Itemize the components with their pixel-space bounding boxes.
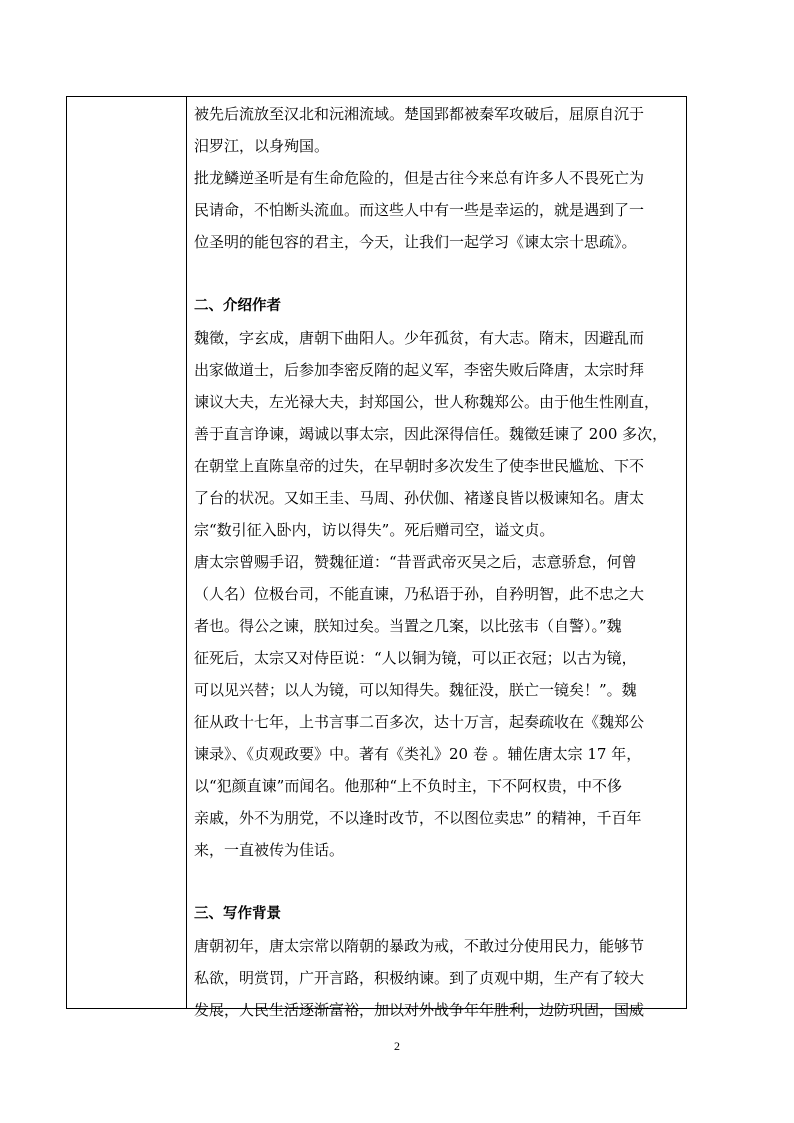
lesson-table bbox=[66, 96, 687, 1019]
text-line: 了台的状况。又如王圭、马周、孙伏伽、褚遂良皆以极谏知名。唐太 bbox=[194, 489, 645, 507]
text-line: 者也。得公之谏，朕知过矣。当置之几案，以比弦韦（自警）。”魏 bbox=[194, 617, 622, 635]
text-line: 在朝堂上直陈皇帝的过失，在早朝时多次发生了使李世民尴尬、下不 bbox=[194, 457, 645, 475]
blank-line bbox=[194, 866, 680, 898]
page-number: 2 bbox=[394, 1039, 400, 1053]
text-line: 以“犯颜直谏”而闻名。他那种“上不负时主，下不阿权贵，中不侈 bbox=[194, 777, 623, 795]
text-line: 征死后，太宗又对侍臣说：“人以铜为镜，可以正衣冠；以古为镜， bbox=[194, 649, 637, 667]
text-line: 汨罗江，以身殉国。 bbox=[194, 137, 330, 155]
text-line: 民请命，不怕断头流血。而这些人中有一些是幸运的，就是遇到了一 bbox=[194, 201, 645, 219]
text-line: 善于直言诤谏，竭诚以事太宗，因此深得信任。魏徵廷谏了 200 多次， bbox=[194, 425, 668, 443]
table-left-column bbox=[67, 97, 187, 1008]
section-heading-background: 三、写作背景 bbox=[194, 906, 281, 922]
text-line: 发展，人民生活逐渐富裕，加以对外战争年年胜利，边防巩固，国威 bbox=[194, 1001, 645, 1019]
text-line: 宗“数引征入卧内，访以得失”。死后赠司空，谥文贞。 bbox=[194, 521, 555, 539]
text-line: 亲戚，外不为朋党，不以逢时改节，不以图位卖忠” 的精神，千百年 bbox=[194, 809, 642, 827]
text-line: 批龙鳞逆圣听是有生命危险的，但是古往今来总有许多人不畏死亡为 bbox=[194, 169, 645, 187]
text-line: 唐太宗曾赐手诏，赞魏征道：“昔晋武帝灭吴之后，志意骄怠，何曾 bbox=[194, 553, 637, 571]
blank-line bbox=[194, 258, 680, 290]
text-line: 可以见兴替；以人为镜，可以知得失。魏征没，朕亡一镜矣！”。魏 bbox=[194, 681, 637, 699]
text-line: 唐朝初年，唐太宗常以隋朝的暴政为戒，不敢过分使用民力，能够节 bbox=[194, 937, 645, 955]
text-line: 出家做道士，后参加李密反隋的起义军，李密失败后降唐，太宗时拜 bbox=[194, 361, 645, 379]
section-heading-author: 二、介绍作者 bbox=[194, 298, 281, 314]
text-line: 来，一直被传为佳话。 bbox=[194, 841, 345, 859]
text-line: 私欲，明赏罚，广开言路，积极纳谏。到了贞观中期，生产有了较大 bbox=[194, 969, 645, 987]
text-line: 位圣明的能包容的君主，今天，让我们一起学习《谏太宗十思疏》。 bbox=[194, 233, 637, 251]
text-line: 被先后流放至汉北和沅湘流域。楚国郢都被秦军攻破后，屈原自沉于 bbox=[194, 105, 645, 123]
text-line: （人名）位极台司，不能直谏，乃私语于孙，自矜明智，此不忠之大 bbox=[194, 585, 645, 603]
text-line: 谏议大夫，左光禄大夫，封郑国公，世人称魏郑公。由于他生性刚直， bbox=[194, 393, 660, 411]
text-line: 魏徵，字玄成，唐朝下曲阳人。少年孤贫，有大志。隋末，因避乱而 bbox=[194, 329, 645, 347]
text-line: 谏录》、《贞观政要》中。著有《类礼》20 卷 。辅佐唐太宗 17 年， bbox=[194, 745, 642, 763]
table-content-column bbox=[187, 97, 686, 1019]
text-line: 征从政十七年，上书言事二百多次，达十万言，起奏疏收在《魏郑公 bbox=[194, 713, 645, 731]
